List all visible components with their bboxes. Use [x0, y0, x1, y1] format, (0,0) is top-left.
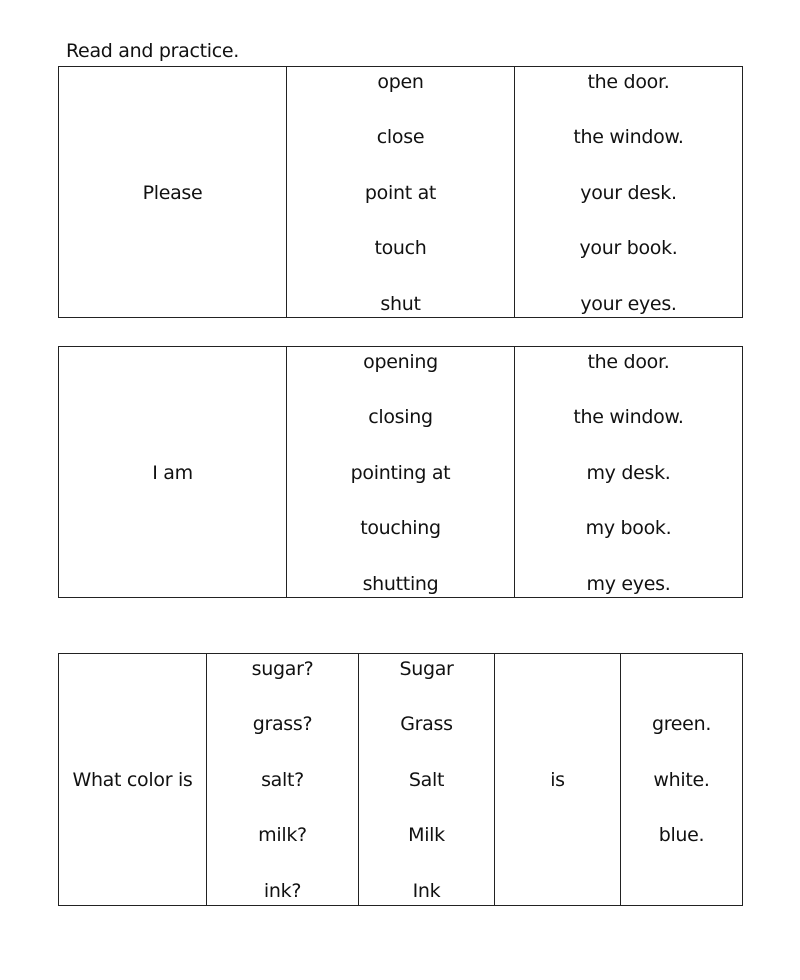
object-column: [515, 67, 742, 317]
verb-cell: touching: [360, 517, 441, 539]
color-cell: green.: [651, 713, 712, 735]
verb-cell: open: [377, 71, 424, 93]
color-column: [621, 654, 742, 905]
object-cell: my eyes.: [586, 573, 671, 595]
subject-cell: I am: [152, 462, 193, 484]
verb-cell: shutting: [362, 573, 439, 595]
verb-cell: closing: [368, 406, 433, 428]
item-cell: sugar?: [251, 658, 314, 680]
object-cell: my book.: [585, 517, 672, 539]
item-cell: milk?: [258, 824, 307, 846]
question-cell: What color is: [72, 769, 193, 791]
answer-cell: Salt: [408, 769, 445, 791]
object-cell: the door.: [587, 351, 670, 373]
verb-cell: touch: [374, 237, 427, 259]
color-question-table: [58, 653, 743, 906]
verb-column: [287, 347, 515, 597]
object-cell: the door.: [587, 71, 670, 93]
object-cell: your desk.: [580, 182, 677, 204]
answer-cell: Sugar: [399, 658, 454, 680]
object-cell: my desk.: [586, 462, 671, 484]
progressive-table: [58, 346, 743, 598]
item-cell: ink?: [263, 880, 302, 902]
object-cell: your eyes.: [580, 293, 677, 315]
verb-column: [287, 67, 515, 317]
item-cell: grass?: [252, 713, 313, 735]
item-column: [207, 654, 359, 905]
color-cell: blue.: [658, 824, 705, 846]
color-cell: white.: [653, 769, 710, 791]
verb-cell: opening: [363, 351, 438, 373]
verb-cell: shut: [380, 293, 421, 315]
object-cell: your book.: [579, 237, 678, 259]
question-column: [59, 654, 207, 905]
imperative-table: [58, 66, 743, 318]
verb-cell: close: [376, 126, 425, 148]
verb-column: [495, 654, 621, 905]
verb-cell: pointing at: [350, 462, 451, 484]
subject-cell: Please: [142, 182, 203, 204]
object-cell: the window.: [573, 126, 684, 148]
subject-column: [59, 347, 287, 597]
instruction-heading: Read and practice.: [66, 40, 240, 62]
item-cell: salt?: [261, 769, 304, 791]
object-column: [515, 347, 742, 597]
object-cell: the window.: [573, 406, 684, 428]
answer-cell: Milk: [408, 824, 445, 846]
subject-column: [59, 67, 287, 317]
verb-cell: is: [550, 769, 565, 791]
answer-cell: Ink: [412, 880, 441, 902]
answer-column: [359, 654, 495, 905]
answer-cell: Grass: [400, 713, 453, 735]
verb-cell: point at: [364, 182, 437, 204]
